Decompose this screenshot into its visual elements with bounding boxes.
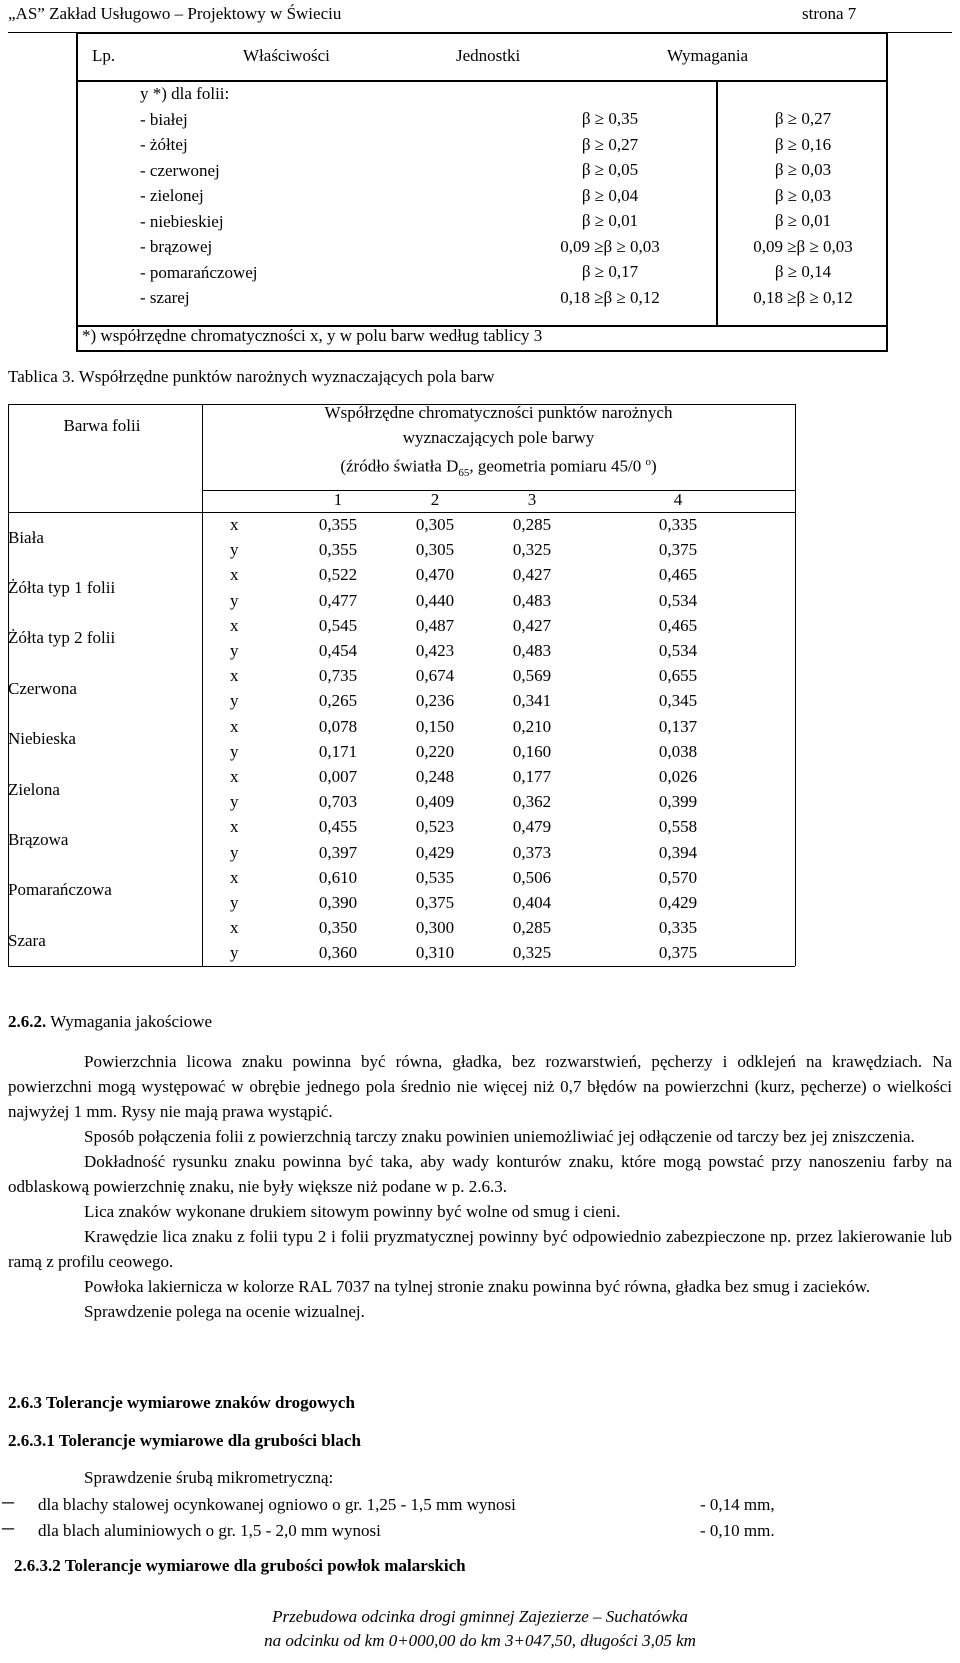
requirement-a-1: β ≥ 0,35 [581,109,639,128]
coord-y-4: 0,394 [658,842,698,862]
coord-x-4: 0,465 [658,615,698,635]
y-label: y [230,741,239,761]
coord-y-1: 0,171 [318,741,358,761]
light-source-sub: 65 [458,467,470,480]
coord-x-2: 0,305 [415,515,455,534]
coord-y-2: 0,409 [415,792,455,812]
coord-x-3: 0,479 [512,817,552,837]
coord-x-1: 0,078 [318,716,358,736]
property-label-line-8: - pomarańczowej [140,262,258,282]
coord-y-2: 0,423 [415,641,455,660]
degree-sup: o [645,456,651,468]
section-262-number: 2.6.2. [8,1012,47,1031]
x-label: x [230,515,239,534]
requirement-a-4: β ≥ 0,04 [581,185,639,205]
requirement-a-8: 0,18 ≥β ≥ 0,12 [560,287,660,307]
coord-y-4: 0,399 [658,792,698,812]
light-source-text: (źródło światła D [340,456,459,476]
coord-x-3: 0,427 [512,565,552,585]
color-name-6: Zielona [8,779,60,799]
coord-y-4: 0,375 [658,943,698,963]
coord-x-3: 0,569 [512,666,552,686]
paragraph-3: Dokładność rysunku znaku powinna być taka, aby wady konturów znaku, które mogą powstać przy nanoszeniu farby na odblaskową powierzchnię znaku, nie były większe niż podane w p. 2.6.3. [8,1152,952,1196]
bullet-2-text: dla blach aluminiowych o gr. 1,5 - 2,0 mm wynosi [38,1521,381,1540]
x-label: x [230,918,239,938]
coord-x-2: 0,523 [415,817,455,837]
x-label: x [230,615,239,635]
table3-border-right [795,404,796,966]
coord-y-4: 0,534 [658,641,698,660]
requirement-a-6: 0,09 ≥β ≥ 0,03 [560,236,660,256]
quality-requirements-text [8,1049,952,1324]
coord-y-2: 0,440 [415,590,455,610]
paragraph-2: Sposób połączenia folii z powierzchnią tarczy znaku powinien uniemożliwiać jej odłączenie od tarczy bez jej zniszczenia. [84,1127,915,1146]
coord-x-2: 0,150 [415,716,455,736]
coord-y-4: 0,534 [658,590,698,610]
coord-x-1: 0,522 [318,565,358,585]
x-label: x [230,666,239,686]
color-name-2: Żółta typ 1 folii [8,578,116,597]
y-label: y [230,691,239,711]
table3-border-bottom [8,966,795,967]
y-label: y [230,792,239,812]
y-label: y [230,842,239,862]
x-label: x [230,867,239,887]
table3-left-header-rule [8,512,202,513]
coord-y-4: 0,375 [658,540,698,560]
coord-y-2: 0,429 [415,842,455,862]
color-name-1: Biała [8,527,44,547]
properties-footnote: *) współrzędne chromatyczności x, y w polu barw według tablicy 3 [82,326,543,345]
requirement-b-5: β ≥ 0,01 [774,211,832,230]
coord-x-3: 0,506 [512,867,552,887]
table3-header-right [202,400,795,486]
bullet-1-value: - 0,14 mm, [700,1495,775,1514]
coord-y-3: 0,325 [512,540,552,560]
coord-y-2: 0,236 [415,691,455,711]
table3-header-line-2: wyznaczających pole barwy [402,428,595,447]
requirement-a-7: β ≥ 0,17 [581,262,639,281]
requirement-b-8: 0,18 ≥β ≥ 0,12 [753,287,853,307]
coord-x-2: 0,248 [415,767,455,786]
coord-x-2: 0,674 [415,666,455,686]
coord-x-3: 0,285 [512,918,552,938]
table3 [8,404,795,996]
footer-line-1: Przebudowa odcinka drogi gminnej Zajezierze – Suchatówka [272,1607,688,1626]
coord-x-3: 0,427 [512,615,552,635]
property-label-line-2: - białej [140,109,188,129]
micrometer-text: Sprawdzenie śrubą mikrometryczną: [84,1468,334,1487]
property-label-line-1: y *) dla folii: [140,84,230,103]
coord-y-1: 0,360 [318,943,358,963]
x-label: x [230,817,239,837]
color-name-5: Niebieska [8,729,76,749]
header-lp: Lp. [92,46,116,65]
dash-icon: ─ [2,1519,15,1538]
coord-x-4: 0,335 [658,918,698,938]
property-label-line-3: - żółtej [140,135,188,154]
property-label-line-9: - szarej [140,288,190,307]
coord-y-1: 0,390 [318,893,358,912]
coord-y-1: 0,397 [318,842,358,862]
point-number-3: 3 [527,490,537,509]
requirement-b-7: β ≥ 0,14 [774,262,832,281]
requirement-b-4: β ≥ 0,03 [774,185,832,205]
coord-x-2: 0,535 [415,867,455,887]
section-262-heading [8,1012,212,1032]
close-paren: ) [650,456,657,476]
coord-y-3: 0,341 [512,691,552,711]
coord-x-4: 0,465 [658,565,698,585]
coord-x-3: 0,177 [512,767,552,786]
table3-header-line-3 [202,450,795,486]
color-name-7: Brązowa [8,830,69,849]
coord-x-4: 0,558 [658,817,698,837]
property-label-line-4: - czerwonej [140,160,220,180]
requirement-a-3: β ≥ 0,05 [581,160,639,179]
coord-x-1: 0,350 [318,918,358,938]
color-name-3: Żółta typ 2 folii [8,628,116,648]
coord-x-3: 0,210 [512,716,552,736]
coord-x-4: 0,335 [658,515,698,534]
table3-header-left: Barwa folii [63,416,141,435]
coord-y-2: 0,305 [415,540,455,560]
color-name-9: Szara [8,930,46,950]
table3-divider [202,404,203,966]
section-2632-heading: 2.6.3.2 Tolerancje wymiarowe dla grubości powłok malarskich [14,1556,466,1575]
y-label: y [230,943,239,963]
coord-x-1: 0,610 [318,867,358,887]
coord-y-3: 0,483 [512,641,552,660]
point-number-4: 4 [673,490,683,509]
coord-x-4: 0,570 [658,867,698,887]
coord-y-2: 0,310 [415,943,455,963]
header-title: „AS” Zakład Usługowo – Projektowy w Świeciu [8,4,342,23]
bullet-1-text: dla blachy stalowej ocynkowanej ogniowo o gr. 1,25 - 1,5 mm wynosi [38,1495,516,1514]
property-label-line-7: - brązowej [140,237,213,256]
coord-y-2: 0,220 [415,741,455,761]
coord-y-1: 0,703 [318,792,358,812]
paragraph-1: Powierzchnia licowa znaku powinna być równa, gładka, bez rozwarstwień, pęcherzy i odklejeń na krawędziach. Na powierzchni mogą występować w obrębie jednego pola średnio nie więcej niż 0,7 błędów na powierzchni (kurz, pęcherze) o wielkości najwyżej 1 mm. Rysy nie mają prawa wystąpić. [8,1052,952,1121]
y-label: y [230,893,239,912]
color-name-8: Pomarańczowa [8,880,112,900]
section-263-heading: 2.6.3 Tolerancje wymiarowe znaków drogowych [8,1393,355,1412]
coord-y-1: 0,355 [318,540,358,560]
coord-y-4: 0,345 [658,691,698,711]
coord-y-3: 0,373 [512,842,552,862]
header-wlasciwosci: Właściwości [243,46,330,65]
point-number-2: 2 [430,490,440,509]
paragraph-6: Powłoka lakiernicza w kolorze RAL 7037 na tylnej stronie znaku powinna być równa, gładka bez smug i zacieków. [84,1277,871,1296]
requirement-b-3: β ≥ 0,03 [774,160,832,179]
requirement-a-2: β ≥ 0,27 [581,134,639,154]
coord-y-3: 0,404 [512,893,552,912]
coord-y-3: 0,483 [512,590,552,610]
point-number-1: 1 [333,490,343,509]
y-label: y [230,540,239,560]
coord-x-2: 0,487 [415,615,455,635]
coord-x-1: 0,735 [318,666,358,686]
x-label: x [230,565,239,585]
footer-line-2: na odcinku od km 0+000,00 do km 3+047,50, długości 3,05 km [264,1631,696,1650]
y-label: y [230,590,239,610]
coord-y-1: 0,454 [318,641,358,660]
coord-y-2: 0,375 [415,893,455,912]
dash-icon: ─ [2,1493,15,1512]
x-label: x [230,767,239,786]
coord-y-3: 0,325 [512,943,552,963]
coord-y-3: 0,362 [512,792,552,812]
requirement-b-1: β ≥ 0,27 [774,109,832,128]
coord-x-4: 0,655 [658,666,698,686]
coord-x-4: 0,026 [658,767,698,786]
section-2631-heading: 2.6.3.1 Tolerancje wymiarowe dla grubości blach [8,1431,361,1450]
coord-x-1: 0,355 [318,515,358,534]
requirement-b-2: β ≥ 0,16 [774,134,832,154]
x-label: x [230,716,239,736]
property-label-line-6: - niebieskiej [140,211,224,231]
coord-y-1: 0,265 [318,691,358,711]
coord-x-2: 0,470 [415,565,455,585]
page-number: strona 7 [802,4,857,23]
coord-y-4: 0,038 [658,741,698,761]
header-jednostki: Jednostki [456,46,521,65]
geometry-text: , geometria pomiaru 45/0 [469,456,646,476]
coord-x-1: 0,007 [318,767,358,786]
requirement-a-5: β ≥ 0,01 [581,211,639,230]
requirement-b-6: 0,09 ≥β ≥ 0,03 [753,236,853,256]
coord-x-3: 0,285 [512,515,552,534]
header-wymagania: Wymagania [667,46,749,65]
table3-caption: Tablica 3. Współrzędne punktów narożnych wyznaczających pola barw [8,367,495,386]
section-262-title: Wymagania jakościowe [50,1012,213,1031]
paragraph-7: Sprawdzenie polega na ocenie wizualnej. [84,1302,365,1321]
paragraph-4: Lica znaków wykonane drukiem sitowym powinny być wolne od smug i cieni. [84,1202,621,1221]
bullet-2-value: - 0,10 mm. [700,1521,775,1540]
paragraph-5: Krawędzie lica znaku z folii typu 2 i folii pryzmatycznej powinny być odpowiednio zabezpieczone np. przez lakierowanie lub ramą z profilu ceowego. [8,1227,952,1271]
property-label-line-5: - zielonej [140,186,204,205]
y-label: y [230,641,239,660]
coord-y-1: 0,477 [318,590,358,610]
coord-x-1: 0,545 [318,615,358,635]
coord-y-3: 0,160 [512,741,552,761]
coord-x-1: 0,455 [318,817,358,837]
properties-header-rule [76,80,888,82]
color-name-4: Czerwona [8,678,77,698]
coord-x-2: 0,300 [415,918,455,938]
coord-x-4: 0,137 [658,716,698,736]
table3-header-line-1: Współrzędne chromatyczności punktów narożnych [324,403,673,422]
coord-y-4: 0,429 [658,893,698,912]
